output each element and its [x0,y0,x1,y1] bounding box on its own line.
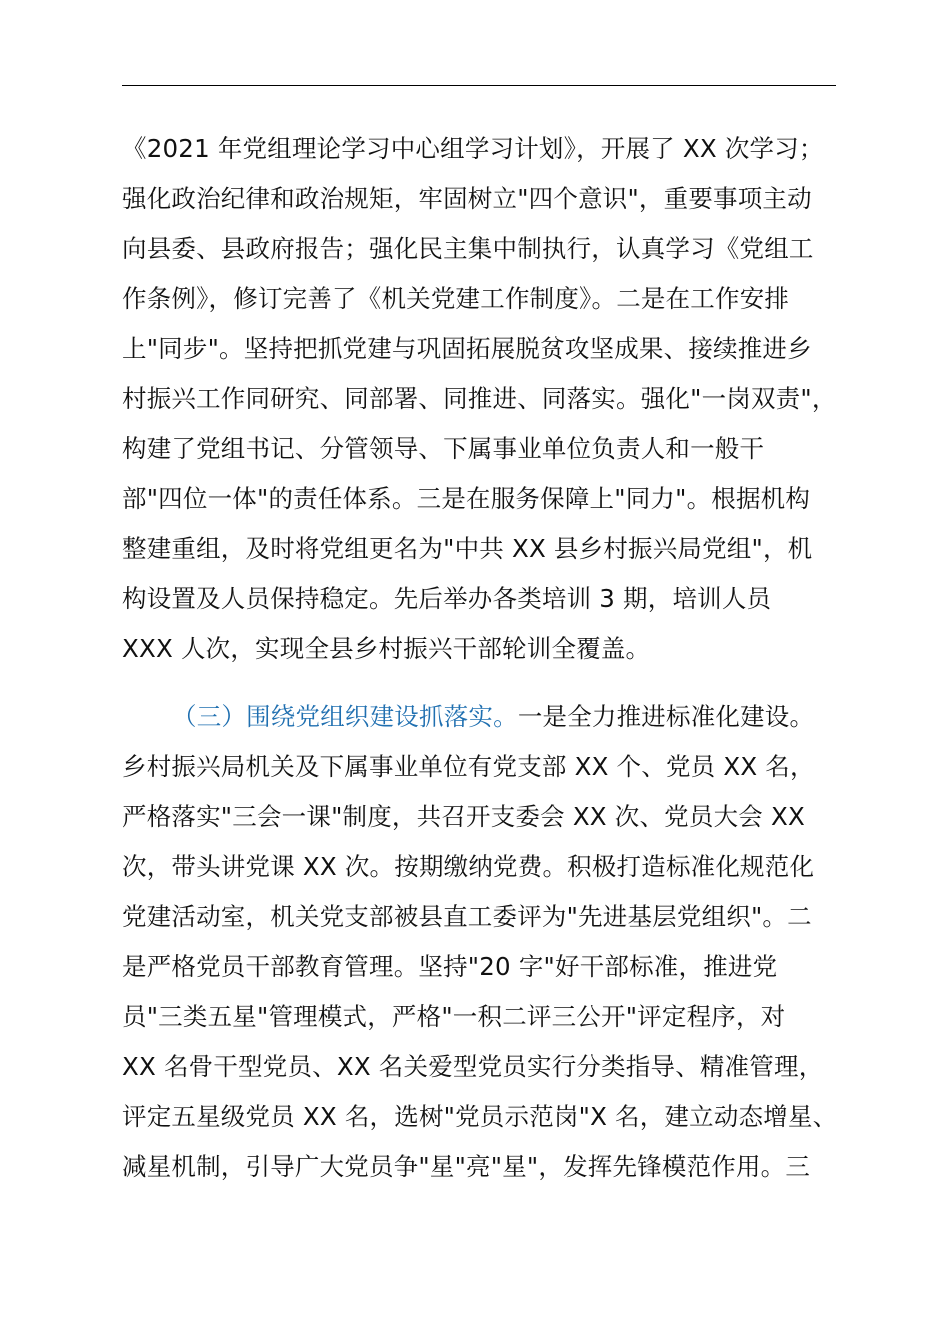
text-line: 党建活动室，机关党支部被县直工委评为"先进基层党组织"。二 [122,902,812,931]
text-line: 向县委、县政府报告；强化民主集中制执行，认真学习《党组工 [122,234,814,263]
header-rule [122,85,836,86]
text-line: 整建重组，及时将党组更名为"中共 XX 县乡村振兴局党组"，机 [122,534,813,563]
text-line: 强化政治纪律和政治规矩，牢固树立"四个意识"，重要事项主动 [122,184,812,213]
text-line: XXX 人次，实现全县乡村振兴干部轮训全覆盖。 [122,634,651,663]
section-heading: （三）围绕党组织建设抓落实。 [172,702,518,731]
text-line: 严格落实"三会一课"制度，共召开支委会 XX 次、党员大会 XX [122,802,805,831]
text-line: 评定五星级党员 XX 名，选树"党员示范岗"X 名，建立动态增星、 [122,1102,838,1131]
text-line: 次，带头讲党课 XX 次。按期缴纳党费。积极打造标准化规范化 [122,852,815,881]
text-line: 构设置及人员保持稳定。先后举办各类培训 3 期，培训人员 [122,584,772,613]
text-line: 《2021 年党组理论学习中心组学习计划》，开展了 XX 次学习； [122,134,824,163]
text-line: XX 名骨干型党员、XX 名关爱型党员实行分类指导、精准管理， [122,1052,824,1081]
text-line: 部"四位一体"的责任体系。三是在服务保障上"同力"。根据机构 [122,484,811,513]
section-heading-line [172,697,912,737]
text-line: 是严格党员干部教育管理。坚持"20 字"好干部标准，推进党 [122,952,778,981]
text-line: 构建了党组书记、分管领导、下属事业单位负责人和一般干 [122,434,765,463]
text-line: 村振兴工作同研究、同部署、同推进、同落实。强化"一岗双责"， [122,384,837,413]
text-line: 上"同步"。坚持把抓党建与巩固拓展脱贫攻坚成果、接续推进乡 [122,334,812,363]
text-line: 作条例》，修订完善了《机关党建工作制度》。二是在工作安排 [122,284,790,313]
text-line: 员"三类五星"管理模式，严格"一积二评三公开"评定程序，对 [122,1002,786,1031]
text-line: 乡村振兴局机关及下属事业单位有党支部 XX 个、党员 XX 名， [122,752,815,781]
section-first-sentence: 一是全力推进标准化建设。 [517,702,815,731]
text-line: 减星机制，引导广大党员争"星"亮"星"，发挥先锋模范作用。三 [122,1152,811,1181]
